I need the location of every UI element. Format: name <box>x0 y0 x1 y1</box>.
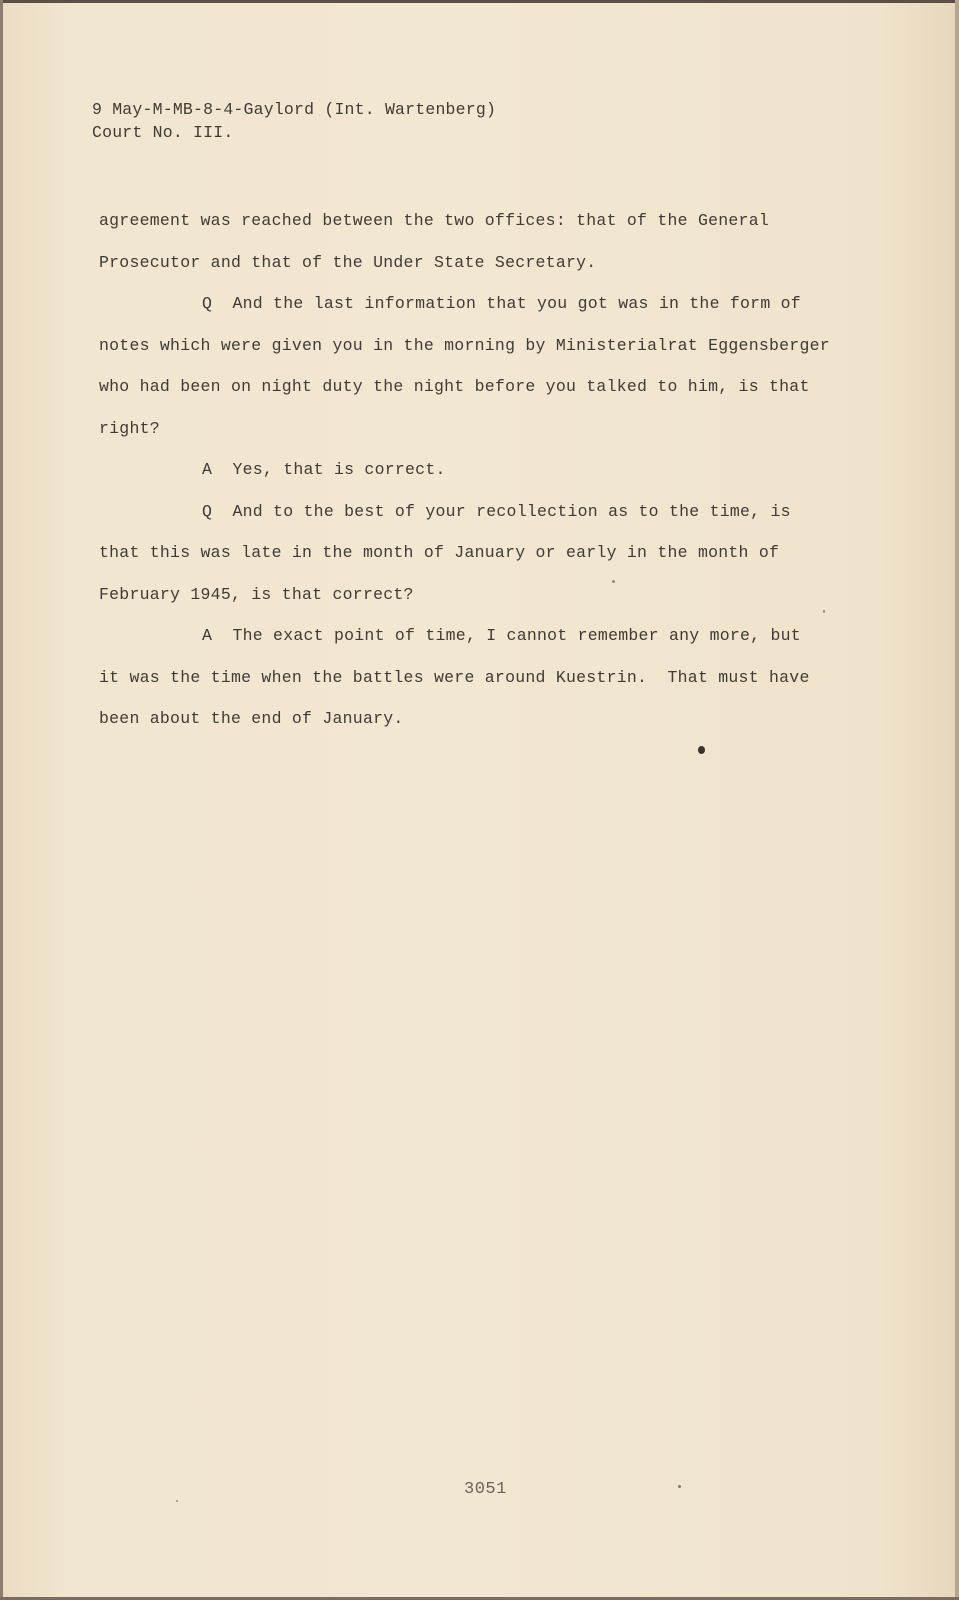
transcript-line: Prosecutor and that of the Under State Secretary. <box>99 252 597 272</box>
ink-speck <box>678 1485 681 1488</box>
transcript-question-line: Q And the last information that you got was in the form of <box>202 294 801 313</box>
transcript-line: been about the end of January. <box>99 709 404 728</box>
header-court-line: Court No. III. <box>92 123 234 142</box>
transcript-line: agreement was reached between the two offices: that of the General <box>99 211 770 230</box>
transcript-line: it was the time when the battles were around Kuestrin. That must have <box>99 667 810 687</box>
ink-speck <box>176 1500 178 1502</box>
page-edge-left <box>0 0 3 1600</box>
page-number: 3051 <box>464 1480 507 1499</box>
transcript-line: who had been on night duty the night before you talked to him, is that <box>99 377 810 396</box>
ink-speck <box>612 580 615 583</box>
header-case-line: 9 May-M-MB-8-4-Gaylord (Int. Wartenberg) <box>92 100 497 119</box>
page-edge-top <box>0 0 959 3</box>
ink-speck <box>698 746 705 754</box>
transcript-line: right? <box>99 418 160 438</box>
ink-speck <box>823 610 825 613</box>
transcript-line: notes which were given you in the morning by Ministerialrat Eggensberger <box>99 335 830 355</box>
document-header <box>92 98 496 144</box>
transcript-body <box>99 200 859 740</box>
transcript-answer-line: A Yes, that is correct. <box>202 460 446 479</box>
transcript-line: February 1945, is that correct? <box>99 584 414 604</box>
transcript-answer-line: A The exact point of time, I cannot remember any more, but <box>202 626 801 645</box>
page-edge-right <box>955 0 959 1600</box>
transcript-question-line: Q And to the best of your recollection as to the time, is <box>202 501 791 521</box>
transcript-line: that this was late in the month of January or early in the month of <box>99 543 780 562</box>
